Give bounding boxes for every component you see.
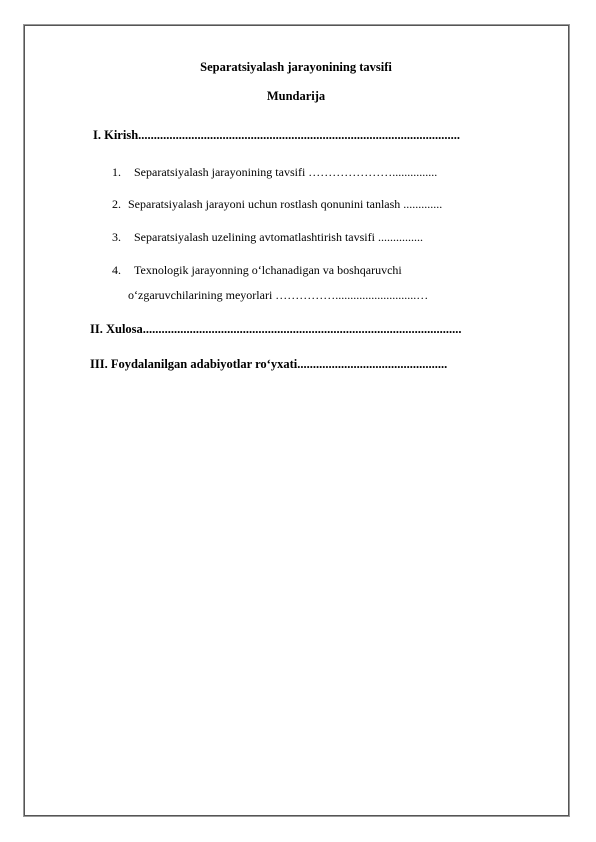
- toc-entry-number: 3.: [112, 230, 121, 244]
- toc-entry-text: Separatsiyalash uzelining avtomatlashtirish tavsifi ...............: [134, 230, 423, 244]
- toc-entry-2: [112, 197, 442, 212]
- toc-entry-4: [112, 263, 402, 278]
- toc-entry-3: [112, 230, 423, 245]
- toc-entry-references: III. Foydalanilgan adabiyotlar ro‘yxati................................................: [90, 357, 448, 371]
- toc-entry-text: Separatsiyalash jarayoni uchun rostlash qonunini tanlash .............: [128, 197, 443, 211]
- toc-entry-number: 1.: [112, 165, 121, 179]
- page-border: [24, 25, 569, 816]
- toc-entry-text: Separatsiyalash jarayonining tavsifi …………………...............: [134, 165, 438, 179]
- toc-entry-text: Texnologik jarayonning o‘lchanadigan va boshqaruvchi: [134, 263, 402, 277]
- toc-heading: Mundarija: [266, 89, 326, 103]
- toc-entry-intro: I. Kirish.......................................................................................................: [93, 128, 461, 142]
- toc-entry-number: 2.: [112, 197, 121, 211]
- toc-entry-conclusion: II. Xulosa......................................................................................................: [90, 322, 462, 336]
- toc-entry-1: [112, 165, 437, 180]
- toc-entry-number: 4.: [112, 263, 121, 277]
- toc-entry-4-continuation: o‘zgaruvchilarining meyorlari ……………...........................…: [128, 288, 429, 302]
- document-title: Separatsiyalash jarayonining tavsifi: [200, 60, 392, 74]
